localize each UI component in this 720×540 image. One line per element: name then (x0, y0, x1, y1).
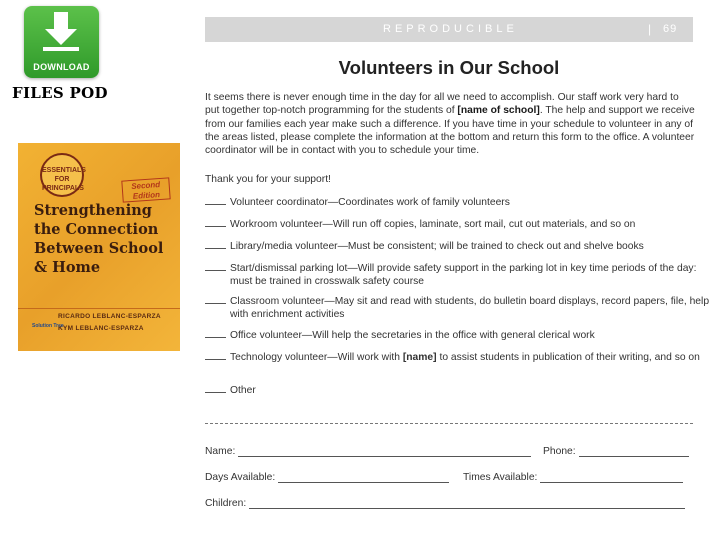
book-divider (18, 308, 180, 309)
checkbox-blank[interactable] (205, 384, 226, 393)
header-separator: | (648, 22, 652, 36)
book-authors: RICARDO LEBLANC-ESPARZA KYM LEBLANC-ESPARZA (58, 313, 161, 332)
checkbox-blank[interactable] (205, 196, 226, 205)
option-workroom: Workroom volunteer—Will run off copies, laminate, sort mail, cut out materials, and so on (205, 218, 695, 231)
option-parking-lot: Start/dismissal parking lot—Will provide safety support in the parking lot in key time periods of the day: must be trained in crosswalk safety course (205, 262, 720, 288)
name-placeholder: [name] (402, 352, 437, 363)
children-field[interactable] (205, 498, 685, 509)
option-volunteer-coordinator: Volunteer coordinator—Coordinates work of family volunteers (205, 196, 695, 209)
school-name-placeholder: [name of school] (457, 105, 540, 117)
intro-paragraph: It seems there is never enough time in the day for all we need to accomplish. Our staff work very hard to put together top-notch programming for the students of [name of school]. The help and support we receive from our families each year make such a difference. If you have time in your schedule to volunteer in any of the areas listed, please complete the information at the bottom and return this form to the office. A volunteer coordinator will be in contact with you to schedule your time. (205, 92, 695, 157)
download-arrow-icon (41, 12, 81, 52)
book-publisher-logo: Solution Tree (32, 323, 64, 329)
children-input-line[interactable] (249, 498, 685, 509)
phone-input-line[interactable] (579, 446, 689, 457)
book-series-badge: ESSENTIALS FOR PRINCIPALS (40, 153, 84, 197)
checkbox-blank[interactable] (205, 218, 226, 227)
files-pod-label: FILES POD (12, 84, 108, 102)
book-cover[interactable] (18, 143, 180, 351)
option-office: Office volunteer—Will help the secretaries in the office with general clerical work (205, 329, 695, 342)
times-label: Times Available: (463, 472, 538, 483)
page-number: 69 (663, 23, 678, 35)
times-field[interactable] (463, 472, 683, 483)
days-field[interactable] (205, 472, 449, 483)
phone-field[interactable] (543, 446, 689, 457)
reproducible-label: REPRODUCIBLE (383, 23, 518, 35)
download-label: DOWNLOAD (33, 62, 90, 72)
checkbox-blank[interactable] (205, 351, 226, 360)
book-edition-stamp: Second Edition (121, 177, 170, 202)
name-field[interactable] (205, 446, 531, 457)
name-label: Name: (205, 446, 236, 457)
document-header-bar (205, 17, 693, 42)
thanks-text: Thank you for your support! (205, 174, 331, 185)
children-label: Children: (205, 498, 247, 509)
days-input-line[interactable] (278, 472, 449, 483)
download-button[interactable] (24, 6, 99, 78)
cut-line-divider (205, 423, 693, 424)
times-input-line[interactable] (540, 472, 683, 483)
checkbox-blank[interactable] (205, 329, 226, 338)
option-technology: Technology volunteer—Will work with [name] to assist students in publication of their writing, and so on (205, 351, 720, 364)
option-classroom: Classroom volunteer—May sit and read with students, do bulletin board displays, record papers, file, help with enrichment activities (205, 295, 720, 321)
document-title: Volunteers in Our School (338, 57, 560, 78)
checkbox-blank[interactable] (205, 240, 226, 249)
book-title: Strengthening the Connection Between School & Home (34, 202, 164, 276)
option-library: Library/media volunteer—Must be consistent; will be trained to check out and shelve books (205, 240, 695, 253)
days-label: Days Available: (205, 472, 276, 483)
checkbox-blank[interactable] (205, 262, 226, 271)
option-other: Other (205, 384, 695, 397)
phone-label: Phone: (543, 446, 576, 457)
name-input-line[interactable] (238, 446, 531, 457)
checkbox-blank[interactable] (205, 295, 226, 304)
